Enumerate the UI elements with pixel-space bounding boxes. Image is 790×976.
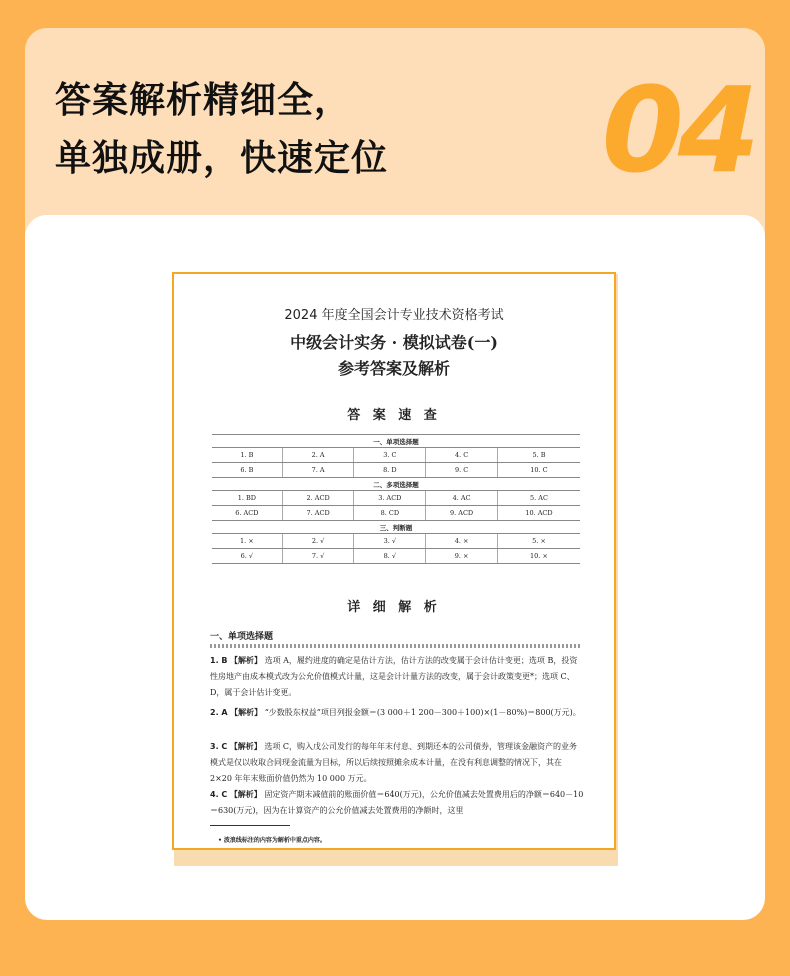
answer-section-heading: 二、多项选择题 bbox=[212, 478, 580, 491]
answer-cell: 8. √ bbox=[354, 549, 426, 564]
quick-answer-title: 答 案 速 查 bbox=[347, 408, 441, 423]
explanation-item: 2. A 【解析】 “少数股东权益”项目列报金额＝(3 000＋1 200－300＋100)×(1－80%)＝800(万元)。 bbox=[210, 707, 581, 717]
answer-cell: 10. ACD bbox=[497, 506, 580, 521]
answer-cell: 8. CD bbox=[354, 506, 426, 521]
answer-cell: 2. √ bbox=[282, 534, 354, 549]
answer-section-row bbox=[212, 478, 580, 491]
doc-title: 2024 年度全国会计专业技术资格考试 bbox=[284, 308, 504, 323]
answer-section-heading: 一、单项选择题 bbox=[212, 435, 580, 448]
answer-cell: 5. × bbox=[497, 534, 580, 549]
answer-cell: 6. B bbox=[212, 463, 282, 478]
answer-document bbox=[172, 272, 616, 850]
answer-cell: 7. A bbox=[282, 463, 354, 478]
answer-section-row bbox=[212, 435, 580, 448]
explanation-item: 4. C 【解析】 固定资产期末减值前的账面价值＝640(万元)，公允价值减去处置费用后的净额＝640－10＝630(万元)，因为在计算资产的公允价值减去处置费用的净额时，这里 bbox=[210, 789, 584, 815]
answer-cell: 2. ACD bbox=[282, 491, 354, 506]
answer-cell: 9. × bbox=[426, 549, 498, 564]
detail-title: 详 细 解 析 bbox=[347, 600, 441, 615]
answer-cell: 7. ACD bbox=[282, 506, 354, 521]
answer-row bbox=[212, 534, 580, 549]
footnote-rule bbox=[210, 825, 290, 826]
answer-cell: 2. A bbox=[282, 448, 354, 463]
answer-cell: 9. C bbox=[426, 463, 498, 478]
footnote: • 波浪线标注的内容为解析中重点内容。 bbox=[218, 837, 326, 844]
answer-cell: 6. ACD bbox=[212, 506, 282, 521]
answer-cell: 8. D bbox=[354, 463, 426, 478]
answer-row bbox=[212, 506, 580, 521]
explanation-item: 1. B 【解析】 选项 A，履约进度的确定是估计方法，估计方法的改变属于会计估计变更；选项 B，投资性房地产由成本模式改为公允价值模式计量，这是会计计量方法的改变，属于会计政策变更*；选项 C、D，属于会计估计变更。 bbox=[210, 655, 578, 697]
detail-section-heading: 一、单项选择题 bbox=[210, 632, 274, 642]
answer-cell: 6. √ bbox=[212, 549, 282, 564]
explanation-item: 3. C 【解析】 选项 C，购入戊公司发行的每年年末付息、到期还本的公司债券，管理该金融资产的业务模式是仅以收取合同现金流量为目标，所以后续按照摊余成本计量，在没有利息调整的情况下，其在 2×20 年年末账面价值仍然为 10 000 万元。 bbox=[210, 741, 578, 783]
doc-subtitle-1: 中级会计实务 · 模拟试卷(一) bbox=[290, 333, 498, 352]
feature-number: 04 bbox=[601, 61, 754, 199]
answer-cell: 10. C bbox=[497, 463, 580, 478]
answer-cell: 5. B bbox=[497, 448, 580, 463]
answer-cell: 4. × bbox=[426, 534, 498, 549]
headline bbox=[55, 72, 388, 188]
wave-divider bbox=[210, 644, 582, 648]
answer-cell: 4. AC bbox=[426, 491, 498, 506]
answer-cell: 7. √ bbox=[282, 549, 354, 564]
answer-cell: 1. BD bbox=[212, 491, 282, 506]
answer-cell: 3. √ bbox=[354, 534, 426, 549]
answer-row bbox=[212, 549, 580, 564]
quick-answer-table bbox=[212, 434, 580, 564]
answer-cell: 4. C bbox=[426, 448, 498, 463]
answer-row bbox=[212, 491, 580, 506]
headline-line-2: 单独成册，快速定位 bbox=[55, 138, 389, 179]
answer-cell: 1. × bbox=[212, 534, 282, 549]
answer-cell: 9. ACD bbox=[426, 506, 498, 521]
answer-row bbox=[212, 463, 580, 478]
answer-cell: 3. C bbox=[354, 448, 426, 463]
answer-cell: 1. B bbox=[212, 448, 282, 463]
doc-subtitle-2: 参考答案及解析 bbox=[337, 359, 450, 378]
headline-line-1: 答案解析精细全， bbox=[55, 80, 352, 121]
answer-cell: 5. AC bbox=[497, 491, 580, 506]
answer-row bbox=[212, 448, 580, 463]
answer-cell: 3. ACD bbox=[354, 491, 426, 506]
answer-cell: 10. × bbox=[497, 549, 580, 564]
answer-section-heading: 三、判断题 bbox=[212, 521, 580, 534]
answer-section-row bbox=[212, 521, 580, 534]
